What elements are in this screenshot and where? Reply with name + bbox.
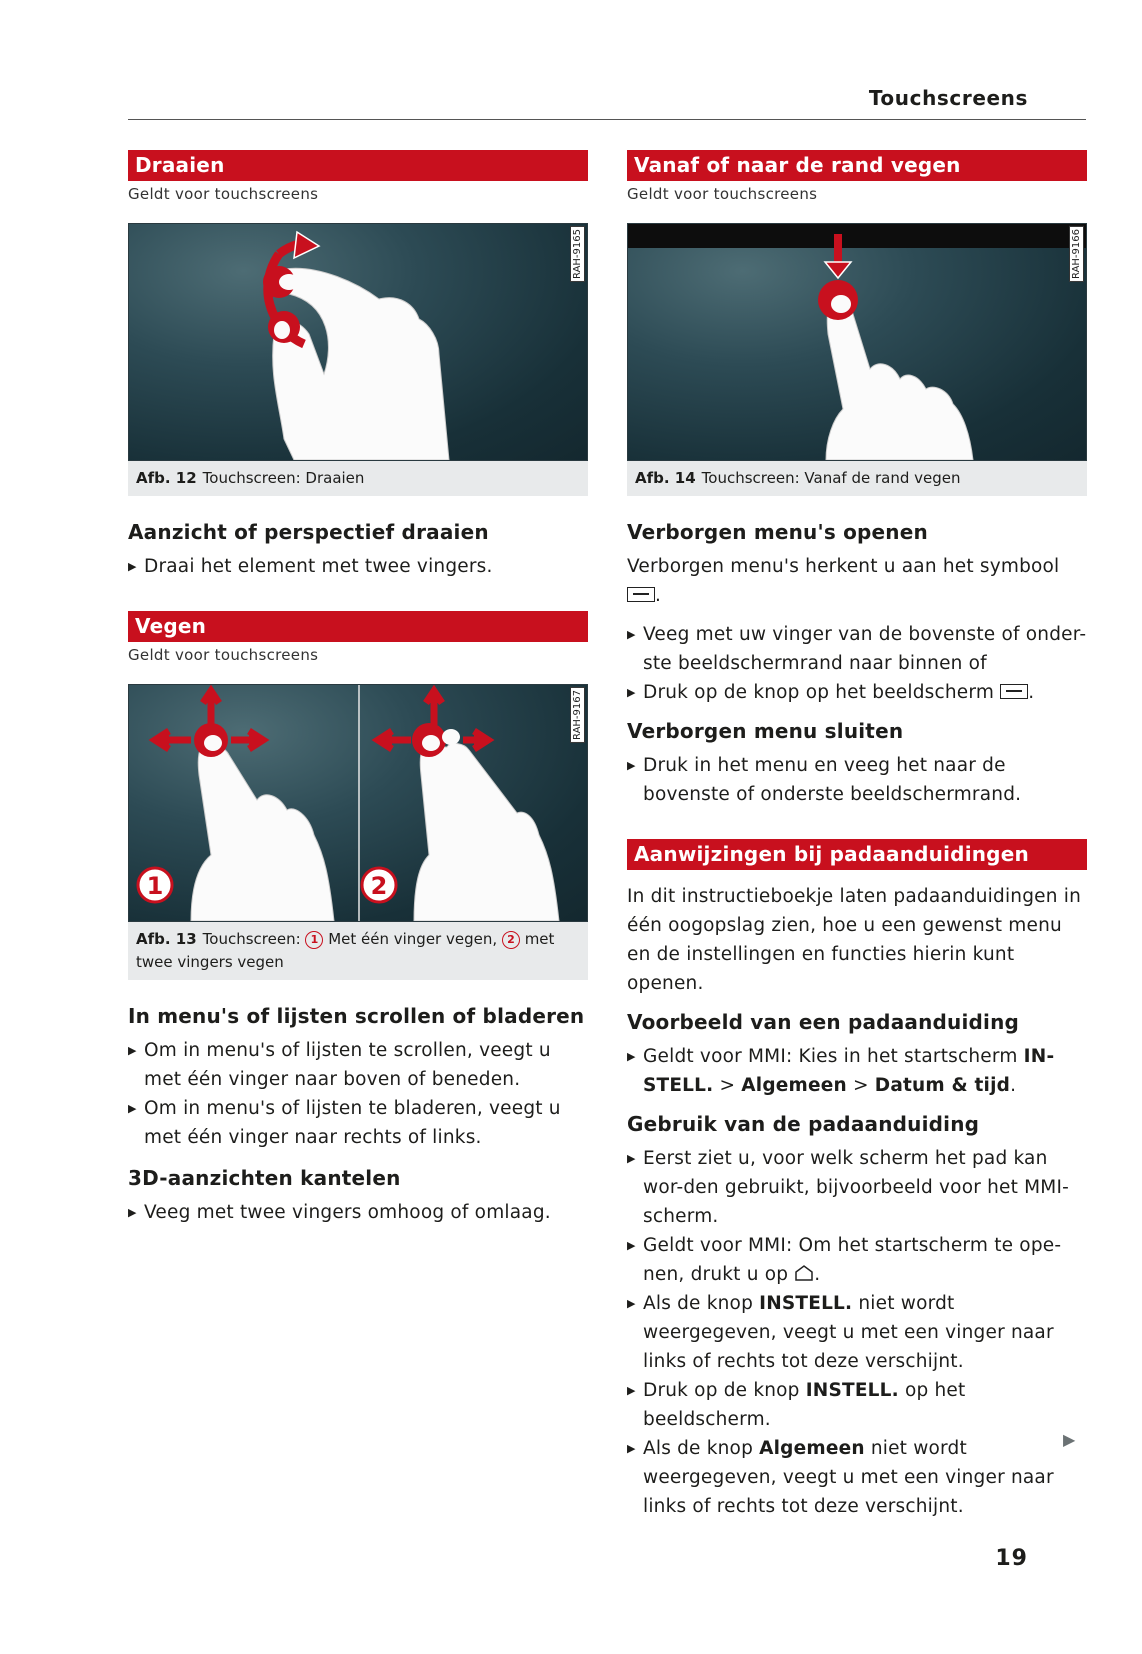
circled-marker-1: 1	[305, 931, 323, 949]
list-item-text: Om in menu's of lijsten te bladeren, veegt u met één vinger naar rechts of links.	[144, 1098, 561, 1148]
button-name: Algemeen	[759, 1438, 865, 1459]
arrow-up-icon	[426, 691, 442, 725]
path-step-algemeen: Algemeen	[741, 1075, 847, 1096]
bullet-triangle-icon: ▶	[627, 759, 636, 772]
bullet-triangle-icon: ▶	[627, 1152, 636, 1165]
list-item	[627, 1434, 1087, 1521]
list-item	[627, 1042, 1087, 1100]
figure-vegen	[128, 684, 588, 980]
bullet-triangle-icon: ▶	[627, 628, 636, 641]
header-title: Touchscreens	[868, 86, 1028, 110]
continue-arrow-icon: ▶	[1063, 1430, 1076, 1449]
hand-shape-2	[414, 743, 559, 921]
bullet-triangle-icon: ▶	[128, 560, 137, 573]
right-column	[627, 150, 1087, 1521]
circled-marker-2: 2	[502, 931, 520, 949]
list-item-text: Om in menu's of lijsten te scrollen, veegt u met één vinger naar boven of beneden.	[144, 1040, 551, 1090]
list-item	[627, 1289, 1087, 1376]
figure-id: RAH-9167	[570, 687, 585, 743]
path-step-instell: IN-STELL.	[643, 1046, 1055, 1096]
paragraph-intro: Verborgen menu's herkent u aan het symbool .	[627, 556, 1060, 606]
paragraph-pad-intro: In dit instructieboekje laten padaanduidingen in één oogopslag zien, hoe u een gewenst menu en de instellingen en functies hierin kunt openen.	[627, 886, 1082, 994]
list-item	[627, 1144, 1087, 1231]
hand-shape-1	[191, 745, 334, 921]
rotate-arrow-head	[294, 232, 319, 258]
list-item	[128, 1036, 588, 1094]
figure-draaien	[128, 223, 588, 496]
list-item: ▶ Geldt voor MMI: Om het startscherm te ope-nen, drukt u op .	[627, 1231, 1087, 1289]
list-item	[627, 1376, 1087, 1434]
applies-note: Geldt voor touchscreens	[128, 646, 319, 664]
edge-swipe-illustration	[628, 224, 1087, 460]
period: .	[1010, 1075, 1017, 1096]
bullet-triangle-icon: ▶	[627, 1442, 636, 1455]
section-bar-draaien: Draaien	[128, 150, 588, 181]
bullet-triangle-icon: ▶	[627, 686, 636, 699]
list-item: ▶ Druk op de knop op het beeldscherm .	[627, 678, 1087, 707]
heading-open-hidden-menu: Verborgen menu's openen	[627, 520, 928, 544]
arrow-left-icon	[155, 731, 191, 749]
list-item-text: Geldt voor MMI: Kies in het startscherm	[643, 1046, 1018, 1067]
figure-caption-prefix: Touchscreen:	[202, 930, 301, 948]
use-list	[627, 1144, 1087, 1521]
list-item	[627, 620, 1087, 678]
list-item-text: Draai het element met twee vingers.	[144, 556, 493, 577]
figure-rand-vegen	[627, 223, 1087, 496]
list-item-text: Veeg met twee vingers omhoog of omlaag.	[144, 1202, 551, 1223]
panel-marker-2-label: 2	[370, 872, 388, 900]
swipe-gesture-illustration	[129, 685, 588, 921]
list-item	[128, 1094, 588, 1152]
path-separator: >	[852, 1075, 869, 1096]
figure-label: Afb. 14	[635, 469, 696, 487]
scroll-list	[128, 1036, 588, 1152]
arrow-down-icon	[825, 262, 851, 278]
heading-3d: 3D-aanzichten kantelen	[128, 1166, 401, 1190]
list-item	[128, 552, 588, 581]
figure-image-rotate-gesture	[128, 223, 588, 461]
button-name: INSTELL.	[759, 1293, 853, 1314]
figure-caption-part-1: Met één vinger vegen,	[328, 930, 498, 948]
button-name: INSTELL.	[805, 1380, 899, 1401]
figure-id: RAH-9166	[1069, 226, 1084, 282]
arrow-right-icon	[463, 731, 488, 749]
bullet-triangle-icon: ▶	[627, 1050, 636, 1063]
section-bar-rand-vegen: Vanaf of naar de rand vegen	[627, 150, 1087, 181]
header-rule	[128, 119, 1086, 120]
list-item-text: Druk op de knop	[643, 1380, 800, 1401]
figure-label: Afb. 12	[136, 469, 197, 487]
figure-caption-text: Touchscreen: Draaien	[202, 469, 365, 487]
heading-close-hidden-menu: Verborgen menu sluiten	[627, 719, 904, 743]
figure-image-edge-swipe	[627, 223, 1087, 461]
list-item-text: Veeg met uw vinger van de bovenste of onder-ste beeldschermrand naar binnen of	[643, 624, 1087, 674]
figure-caption-part-2: met twee vingers vegen	[136, 930, 555, 971]
bullet-triangle-icon: ▶	[128, 1206, 137, 1219]
figure-id: RAH-9165	[570, 226, 585, 282]
bullet-triangle-icon: ▶	[627, 1297, 636, 1310]
list-item	[627, 751, 1087, 809]
figure-caption	[128, 461, 588, 496]
hand-shape	[826, 300, 973, 460]
bullet-triangle-icon: ▶	[128, 1102, 137, 1115]
list-item-text: op het beeldscherm.	[643, 1380, 966, 1430]
arrow-up-icon	[203, 691, 219, 725]
heading-rotate-view: Aanzicht of perspectief draaien	[128, 520, 489, 544]
section-bar-padaanduidingen: Aanwijzingen bij padaanduidingen	[627, 839, 1087, 870]
left-column	[128, 150, 588, 1227]
rotate-gesture-illustration	[129, 224, 588, 460]
heading-scroll: In menu's of lijsten scrollen of bladeren	[128, 1004, 585, 1028]
arrow-right-icon	[231, 731, 263, 749]
list-item-text: niet wordt weergegeven, veegt u met een vinger naar links of rechts tot deze verschijnt.	[643, 1293, 1054, 1372]
figure-label: Afb. 13	[136, 930, 197, 948]
screen-top-edge	[628, 224, 1087, 248]
list-item-text: Eerst ziet u, voor welk scherm het pad kan wor-den gebruikt, bijvoorbeeld voor het MMI-scherm.	[643, 1148, 1069, 1227]
list-item-text: Als de knop	[643, 1438, 754, 1459]
figure-caption-text: Touchscreen: Vanaf de rand vegen	[701, 469, 961, 487]
list-item-text: Als de knop	[643, 1293, 754, 1314]
path-separator: >	[719, 1075, 736, 1096]
bullet-triangle-icon: ▶	[128, 1044, 137, 1057]
arrow-left-icon	[378, 731, 411, 749]
hand-shape	[271, 268, 449, 460]
panel-marker-1-label: 1	[146, 872, 164, 900]
open-list	[627, 620, 1087, 707]
path-step-datum-tijd: Datum & tijd	[874, 1075, 1011, 1096]
bullet-triangle-icon: ▶	[627, 1239, 636, 1252]
bullet-triangle-icon: ▶	[627, 1384, 636, 1397]
home-icon	[794, 1264, 814, 1282]
section-bar-vegen: Vegen	[128, 611, 588, 642]
hidden-menu-symbol-icon	[627, 587, 655, 602]
list-item-text: Druk op de knop op het beeldscherm	[643, 682, 995, 703]
figure-caption	[128, 922, 588, 980]
list-item-text: Druk in het menu en veeg het naar de bovenste of onderste beeldschermrand.	[643, 755, 1022, 805]
hidden-menu-symbol-icon	[1000, 684, 1028, 699]
heading-example-path: Voorbeeld van een padaanduiding	[627, 1010, 1020, 1034]
heading-use-path: Gebruik van de padaanduiding	[627, 1112, 980, 1136]
list-item-text: Geldt voor MMI: Om het startscherm te ope-nen, drukt u op	[643, 1235, 1062, 1285]
figure-caption	[627, 461, 1087, 496]
paragraph-text: Verborgen menu's herkent u aan het symbool	[627, 556, 1060, 577]
list-item	[128, 1198, 588, 1227]
figure-image-swipe-gesture	[128, 684, 588, 922]
page-number: 19	[995, 1546, 1028, 1571]
list-item-text: niet wordt weergegeven, veegt u met een vinger naar links of rechts tot deze verschijnt.	[643, 1438, 1054, 1517]
applies-note: Geldt voor touchscreens	[627, 185, 818, 203]
applies-note: Geldt voor touchscreens	[128, 185, 319, 203]
